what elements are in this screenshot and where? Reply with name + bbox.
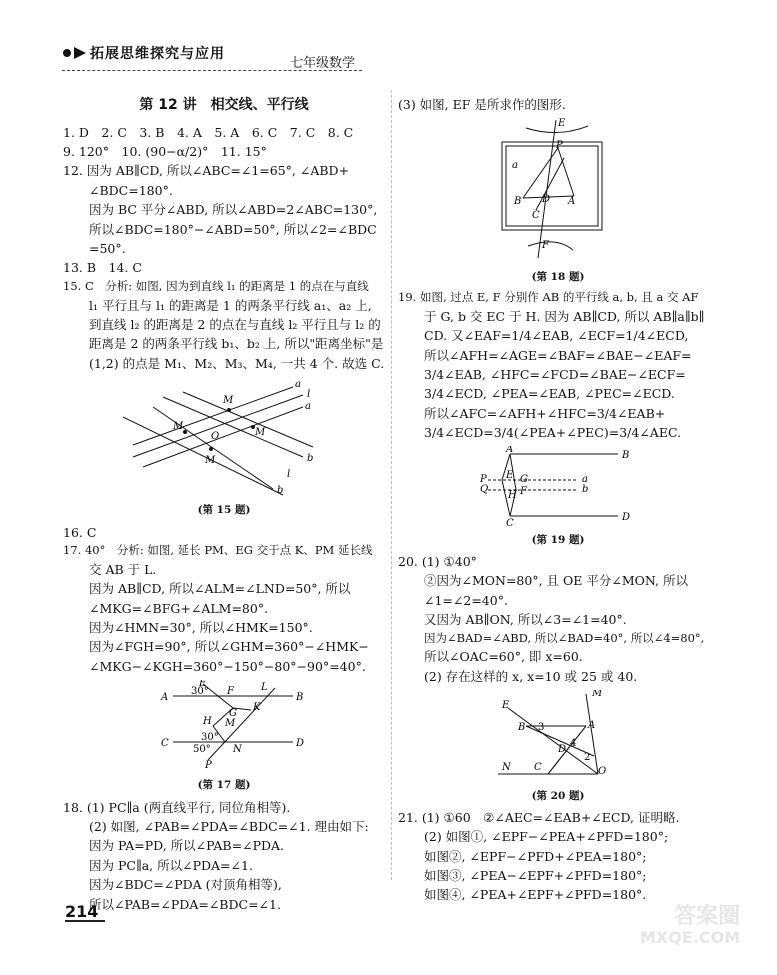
svg-text:K: K: [253, 702, 261, 714]
q13-line: 13. B 14. C: [63, 260, 142, 276]
left-column: [63, 95, 385, 914]
svg-text:B: B: [622, 450, 630, 462]
svg-text:H: H: [508, 490, 517, 502]
svg-text:2: 2: [584, 752, 591, 764]
q20-line: 所以∠OAC=60°, 即 x=60.: [424, 649, 583, 665]
svg-text:M: M: [225, 718, 236, 730]
right-column: [398, 95, 718, 905]
q20-line: 又因为 AB∥ON, 所以∠3=∠1=40°.: [424, 612, 627, 628]
figure-17-diagram: [63, 680, 385, 772]
q12-line: ∠BDC=180°.: [89, 182, 173, 198]
svg-text:l: l: [287, 469, 291, 480]
figure-15-caption: (第 15 题): [197, 504, 251, 517]
svg-text:l: l: [307, 389, 311, 400]
q12-line: 因为 BC 平分∠ABD, 所以∠ABD=2∠ABC=130°,: [89, 202, 378, 218]
svg-text:a: a: [295, 379, 301, 390]
svg-text:G: G: [229, 708, 237, 720]
svg-text:F: F: [520, 486, 527, 498]
svg-text:G: G: [520, 474, 528, 486]
svg-text:C: C: [506, 518, 514, 527]
svg-text:N: N: [502, 762, 511, 774]
svg-text:C: C: [161, 738, 169, 750]
q19-line: 于 G, b 交 EC 于 H. 因为 AB∥CD, 所以 AB∥a∥b∥: [424, 308, 705, 324]
svg-text:D: D: [542, 194, 551, 206]
q18-line: 因为 PC∥a, 所以∠PDA=∠1.: [89, 857, 253, 873]
svg-text:B: B: [296, 692, 304, 704]
svg-text:E: E: [558, 118, 566, 130]
figure-19-diagram: [398, 446, 718, 526]
q17-line: 因为∠FGH=90°, 所以∠GHM=360°−∠HMK−: [89, 639, 369, 655]
svg-text:H: H: [203, 716, 212, 728]
figure-19: [398, 446, 718, 548]
q20-line: (2) 存在这样的 x, x=10 或 25 或 40.: [424, 668, 638, 684]
svg-text:P: P: [205, 760, 212, 772]
svg-text:C: C: [534, 762, 542, 774]
answer-line: 9. 120° 10. (90−α/2)° 11. 15°: [63, 144, 267, 160]
q19-line: 3/4∠ECD=3/4(∠PEA+∠PEC)=3/4∠AEC.: [424, 425, 682, 441]
figure-20-diagram: [398, 690, 718, 782]
svg-text:30°: 30°: [201, 732, 219, 744]
svg-text:A: A: [588, 720, 596, 732]
q15-line: 15. C 分析: 如图, 因为到直线 l₁ 的距离是 1 的点在与直线: [63, 278, 369, 293]
q19-line: 所以∠AFC=∠AFH+∠HFC=3/4∠EAB+: [424, 405, 666, 421]
figure-19-caption: (第 19 题): [531, 533, 585, 546]
svg-text:Q: Q: [480, 484, 489, 496]
figure-15: [63, 377, 385, 519]
svg-text:O: O: [211, 431, 220, 442]
answer-line: 1. D 2. C 3. B 4. A 5. A 6. C 7. C 8. C: [63, 124, 354, 140]
svg-text:B: B: [518, 722, 526, 734]
svg-text:L: L: [261, 682, 268, 694]
q19-line: 3/4∠ECD, ∠PEA=∠EAB, ∠PEC=∠ECD.: [424, 386, 675, 402]
svg-text:A: A: [506, 446, 514, 456]
svg-text:D: D: [622, 512, 631, 524]
svg-text:F: F: [227, 686, 234, 698]
q20-line: ∠1=∠2=40°.: [424, 592, 508, 608]
svg-text:M: M: [223, 395, 234, 406]
svg-text:E: E: [199, 680, 207, 690]
figure-17: [63, 680, 385, 794]
svg-text:b: b: [307, 453, 314, 464]
q17-line: 17. 40° 分析: 如图, 延长 PM、EG 交于点 K、PM 延长线: [63, 543, 373, 558]
q15-line: 距离是 2 的两条平行线 b₁、b₂ 上, 所以"距离坐标"是: [89, 336, 384, 352]
svg-text:M: M: [592, 690, 603, 700]
svg-text:a: a: [305, 401, 311, 412]
watermark-logo: [640, 905, 740, 947]
figure-18-diagram: [398, 118, 718, 263]
svg-text:C: C: [532, 210, 540, 222]
svg-text:N: N: [233, 744, 242, 756]
q18-3-line: (3) 如图, EF 是所求作的图形.: [398, 97, 566, 112]
svg-text:a: a: [582, 474, 588, 486]
q16-line: 16. C: [63, 524, 97, 540]
q21-line: 如图②, ∠EPF−∠PFD+∠PEA=180°;: [424, 848, 647, 864]
svg-text:4: 4: [570, 738, 577, 750]
svg-text:50°: 50°: [193, 744, 211, 756]
series-title: 拓展思维探究与应用: [90, 46, 225, 62]
page-number: 214: [65, 902, 99, 921]
q18-line: 因为∠BDC=∠PDA (对顶角相等),: [89, 877, 282, 893]
figure-17-caption: (第 17 题): [197, 779, 251, 792]
svg-text:D: D: [296, 738, 305, 750]
arrow-icon: [62, 46, 88, 60]
svg-text:E: E: [502, 700, 510, 712]
svg-text:P: P: [556, 140, 563, 152]
q12-line: 所以∠BDC=180°−∠ABD=50°, 所以∠2=∠BDC: [89, 221, 377, 237]
q19-line: CD. 又∠EAF=1/4∠EAB, ∠ECF=1/4∠ECD,: [424, 328, 689, 344]
q17-line: ∠MKG−∠KGH=360°−150°−80°−90°=40°.: [89, 658, 366, 674]
watermark-text: 答案圈: [674, 904, 741, 929]
q21-line: 如图③, ∠PEA−∠EPF+∠PFD=180°;: [424, 867, 647, 883]
figure-18: [398, 118, 718, 285]
figure-20: [398, 690, 718, 804]
q15-line: (1,2) 的点是 M₁、M₂、M₃、M₄, 一共 4 个. 故选 C.: [89, 355, 385, 371]
q19-line: 3/4∠EAB, ∠HFC=∠FCD=∠BAE−∠ECF=: [424, 366, 686, 382]
svg-text:A: A: [161, 692, 169, 704]
svg-text:O: O: [598, 766, 607, 778]
q15-line: 到直线 l₂ 的距离是 2 的点在与直线 l₂ 平行且与 l₂ 的: [89, 316, 381, 332]
svg-text:D: D: [558, 744, 567, 756]
q20-line: 因为∠BAD=∠ABD, 所以∠BAD=40°, 所以∠4=80°,: [424, 630, 705, 645]
q21-line: 21. (1) ①60 ②∠AEC=∠EAB+∠ECD, 证明略.: [398, 809, 680, 825]
page-number-rule: [65, 920, 105, 922]
svg-text:a: a: [512, 160, 518, 172]
q19-line: 所以∠AFH=∠AGE=∠BAF=∠BAE−∠EAF=: [424, 347, 692, 363]
watermark-url: MXQE.COM: [640, 928, 741, 948]
q17-line: 因为 AB∥CD, 所以∠ALM=∠LND=50°, 所以: [89, 581, 351, 597]
figure-20-caption: (第 20 题): [531, 789, 585, 802]
q18-line: 所以∠PAB=∠PDA=∠BDC=∠1.: [89, 896, 281, 912]
svg-text:b: b: [582, 484, 589, 496]
q12-line: 12. 因为 AB∥CD, 所以∠ABC=∠1=65°, ∠ABD+: [63, 163, 350, 179]
svg-text:M: M: [205, 455, 216, 466]
svg-text:F: F: [542, 240, 549, 252]
q15-line: l₁ 平行且与 l₁ 的距离是 1 的两条平行线 a₁、a₂ 上,: [89, 297, 372, 313]
svg-text:30°: 30°: [191, 686, 209, 698]
q19-line: 19. 如图, 过点 E, F 分别作 AB 的平行线 a, b, 且 a 交 AF: [398, 290, 699, 305]
lecture-title: 第 12 讲 相交线、平行线: [139, 97, 309, 113]
q17-line: 因为∠HMN=30°, 所以∠HMK=150°.: [89, 619, 313, 635]
q12-line: =50°.: [89, 240, 126, 256]
q17-line: ∠MKG=∠BFG+∠ALM=80°.: [89, 600, 269, 616]
q18-line: 18. (1) PC∥a (两直线平行, 同位角相等).: [63, 799, 291, 815]
page-header: [62, 40, 722, 74]
q17-line: 交 AB 于 L.: [89, 561, 157, 577]
column-divider: [391, 90, 392, 880]
svg-text:b: b: [277, 485, 284, 496]
q21-line: 如图④, ∠PEA+∠EPF+∠PFD=180°.: [424, 887, 647, 903]
svg-text:M: M: [255, 427, 266, 438]
svg-text:3: 3: [538, 722, 545, 734]
svg-text:M: M: [173, 421, 184, 432]
q20-line: ②因为∠MON=80°, 且 OE 平分∠MON, 所以: [424, 573, 688, 589]
svg-text:A: A: [568, 196, 576, 208]
svg-text:P: P: [480, 474, 487, 486]
figure-18-caption: (第 18 题): [531, 270, 585, 283]
figure-15-diagram: [63, 377, 385, 497]
q20-line: 20. (1) ①40°: [398, 554, 477, 570]
q18-line: (2) 如图, ∠PAB=∠PDA=∠BDC=∠1. 理由如下:: [89, 819, 369, 835]
q18-line: 因为 PA=PD, 所以∠PAB=∠PDA.: [89, 838, 285, 854]
header-rule: [62, 70, 362, 71]
grade-label: 七年级数学: [290, 56, 356, 71]
q21-line: (2) 如图①, ∠EPF−∠PEA+∠PFD=180°;: [424, 829, 669, 845]
svg-text:B: B: [514, 196, 522, 208]
svg-text:E: E: [506, 470, 514, 482]
